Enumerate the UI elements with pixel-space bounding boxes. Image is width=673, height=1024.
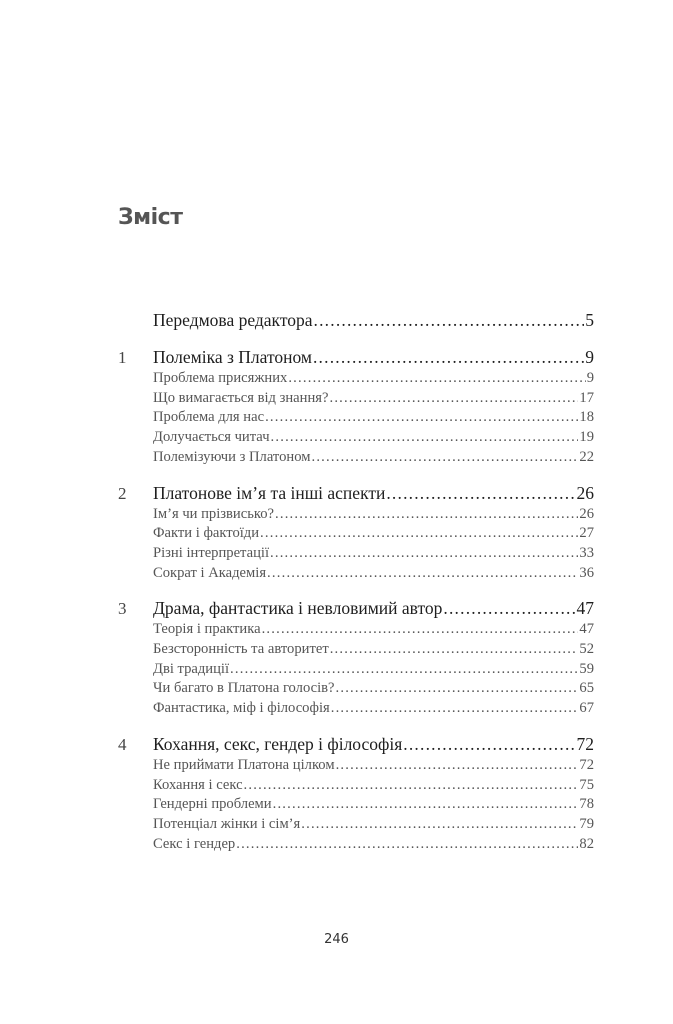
entry-label: Кохання і секс [153,776,243,793]
toc-entry-chapter[interactable] [118,733,594,756]
entry-page: 52 [579,641,594,658]
entry-page: 72 [576,733,594,754]
chapter-number: 4 [118,734,127,754]
dot-leader [386,482,575,505]
dot-leader [314,309,585,332]
entry-label: Не приймати Платона цілком [153,756,335,773]
toc-entry-section[interactable] [118,640,594,660]
dot-leader [329,389,578,409]
entry-page: 36 [579,564,594,581]
toc-entry-section[interactable] [118,564,594,584]
entry-page: 9 [585,347,594,367]
entry-page: 17 [579,389,594,406]
dot-leader [301,815,578,835]
entry-page: 18 [579,409,594,426]
entry-label: Дві традиції [153,660,230,677]
entry-label: Долучається читач [153,429,270,446]
dot-leader [336,756,579,776]
dot-leader [262,620,579,640]
entry-label: Сократ і Академія [153,564,267,581]
entry-page: 75 [579,776,594,793]
entry-label: Передмова редактора [153,310,313,330]
toc-preface [118,309,594,332]
toc-entry-section[interactable] [118,815,594,835]
page-number: 246 [324,932,349,947]
toc-chapter-4 [118,733,594,855]
toc-entry-chapter[interactable] [118,346,594,369]
table-of-contents [118,309,594,868]
toc-entry-section[interactable] [118,835,594,855]
entry-label: Драма, фантастика і невловимий автор [153,598,443,619]
dot-leader [271,428,579,448]
dot-leader [330,640,579,660]
dot-leader [236,835,578,855]
toc-entry-chapter[interactable] [118,482,594,505]
entry-page: 82 [579,835,594,852]
toc-entry-section[interactable] [118,795,594,815]
entry-page: 26 [579,505,594,522]
entry-label: Полемізуючи з Платоном [153,448,311,465]
entry-page: 65 [579,680,594,697]
entry-label: Гендерні проблеми [153,796,272,813]
toc-entry-section[interactable] [118,660,594,680]
dot-leader [331,699,579,719]
dot-leader [244,776,579,796]
entry-page: 47 [579,621,594,638]
entry-label: Фантастика, міф і філософія [153,700,330,717]
entry-page: 33 [579,544,594,561]
dot-leader [230,660,578,680]
toc-entry-section[interactable] [118,369,594,389]
chapter-number: 3 [118,599,127,619]
entry-label: Секс і гендер [153,835,236,852]
toc-entry-section[interactable] [118,620,594,640]
entry-page: 78 [579,796,594,813]
entry-page: 47 [576,598,594,619]
entry-page: 19 [579,429,594,446]
entry-page: 26 [576,482,594,503]
entry-label: Різні інтерпретації [153,544,270,561]
toc-entry-section[interactable] [118,544,594,564]
toc-entry-section[interactable] [118,699,594,719]
dot-leader [260,524,578,544]
dot-leader [270,544,578,564]
entry-label: Проблема для нас [153,409,265,426]
toc-entry-section[interactable] [118,408,594,428]
entry-label: Проблема присяжних [153,370,288,386]
toc-entry-section[interactable] [118,448,594,468]
chapter-number: 2 [118,483,127,503]
toc-chapter-1 [118,346,594,468]
entry-label: Кохання, секс, гендер і філософія [153,733,403,754]
dot-leader [336,679,579,699]
toc-entry-section[interactable] [118,524,594,544]
toc-entry-section[interactable] [118,776,594,796]
toc-chapter-2 [118,482,594,584]
entry-page: 9 [586,370,594,386]
dot-leader [443,597,575,620]
toc-chapter-3 [118,597,594,719]
entry-page: 67 [579,700,594,717]
toc-entry-section[interactable] [118,428,594,448]
toc-entry-section[interactable] [118,756,594,776]
entry-page: 72 [579,756,594,773]
page-title: Зміст [118,205,183,230]
entry-label: Платонове ім’я та інші аспекти [153,482,386,503]
entry-label: Чи багато в Платона голосів? [153,680,335,697]
dot-leader [275,505,578,525]
entry-label: Потенціал жінки і сім’я [153,815,301,832]
toc-entry-section[interactable] [118,679,594,699]
entry-page: 22 [579,448,594,465]
toc-entry-preface[interactable] [118,309,594,332]
entry-page: 59 [579,660,594,677]
toc-entry-section[interactable] [118,505,594,525]
dot-leader [265,408,578,428]
toc-entry-section[interactable] [118,389,594,409]
entry-label: Полеміка з Платоном [153,347,312,367]
dot-leader [311,448,578,468]
dot-leader [267,564,578,584]
entry-page: 79 [579,815,594,832]
dot-leader [313,346,584,369]
toc-entry-chapter[interactable] [118,597,594,620]
dot-leader [273,795,579,815]
entry-page: 5 [585,310,594,330]
entry-label: Теорія і практика [153,621,261,638]
entry-label: Факти і фактоїди [153,525,260,542]
entry-label: Безсторонність та авторитет [153,641,329,658]
chapter-number: 1 [118,348,127,367]
entry-label: Що вимагається від знання? [153,389,329,406]
dot-leader [288,369,585,389]
dot-leader [403,733,575,756]
entry-page: 27 [579,525,594,542]
entry-label: Ім’я чи прізвисько? [153,505,274,522]
